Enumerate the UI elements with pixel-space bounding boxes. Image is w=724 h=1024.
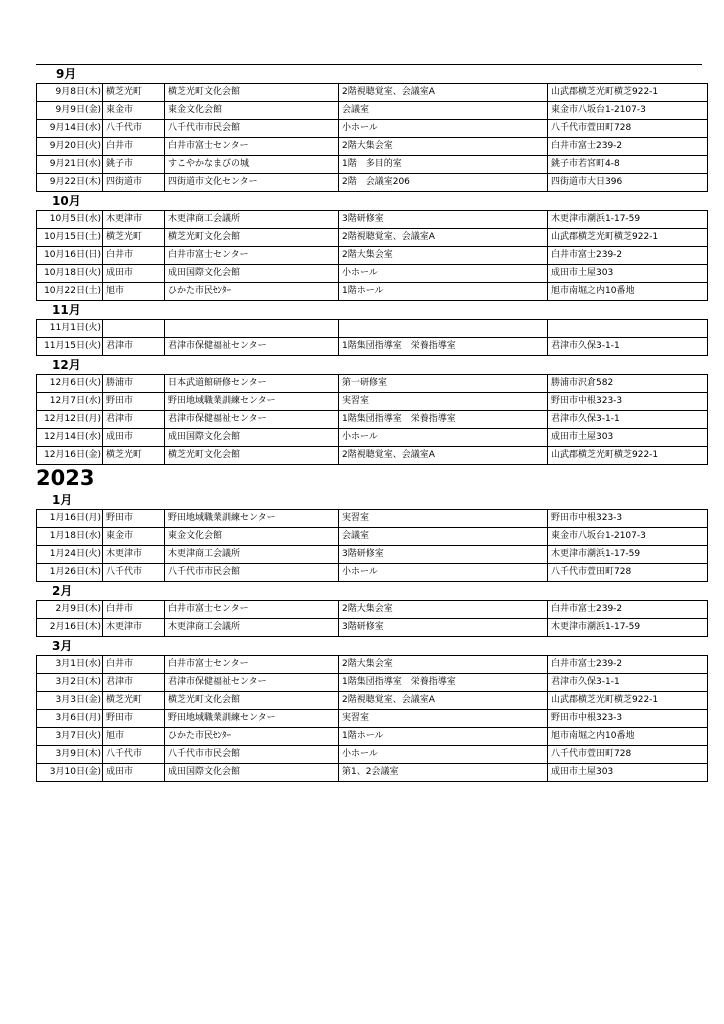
address-cell: 野田市中根323-3 bbox=[548, 710, 708, 728]
city-cell: 八千代市 bbox=[103, 746, 165, 764]
date-cell: 12月7日(水) bbox=[37, 393, 103, 411]
address-cell: 野田市中根323-3 bbox=[548, 510, 708, 528]
city-cell: 横芝光町 bbox=[103, 84, 165, 102]
date-cell: 2月9日(木) bbox=[37, 601, 103, 619]
room-cell: 実習室 bbox=[339, 710, 548, 728]
table-row bbox=[37, 229, 708, 247]
city-cell: 木更津市 bbox=[103, 546, 165, 564]
date-cell: 11月15日(火) bbox=[37, 338, 103, 356]
table-row bbox=[37, 120, 708, 138]
venue-cell: 木更津商工会議所 bbox=[165, 619, 339, 637]
city-cell: 銚子市 bbox=[103, 156, 165, 174]
table-row bbox=[37, 656, 708, 674]
date-cell: 12月6日(火) bbox=[37, 375, 103, 393]
room-cell: 実習室 bbox=[339, 510, 548, 528]
address-cell: 四街道市大日396 bbox=[548, 174, 708, 192]
room-cell: 2階視聴覚室、会議室A bbox=[339, 229, 548, 247]
address-cell: 勝浦市沢倉582 bbox=[548, 375, 708, 393]
address-cell: 成田市土屋303 bbox=[548, 429, 708, 447]
venue-cell: 八千代市市民会館 bbox=[165, 564, 339, 582]
date-cell: 9月21日(水) bbox=[37, 156, 103, 174]
venue-cell: 横芝光町文化会館 bbox=[165, 692, 339, 710]
city-cell: 君津市 bbox=[103, 674, 165, 692]
venue-cell: 野田地域職業訓練センター bbox=[165, 393, 339, 411]
venue-cell: 八千代市市民会館 bbox=[165, 746, 339, 764]
table-row bbox=[37, 710, 708, 728]
city-cell: 成田市 bbox=[103, 429, 165, 447]
address-cell: 君津市久保3-1-1 bbox=[548, 411, 708, 429]
city-cell: 横芝光町 bbox=[103, 692, 165, 710]
venue-cell: 東金文化会館 bbox=[165, 102, 339, 120]
table-row bbox=[37, 510, 708, 528]
date-cell: 10月18日(火) bbox=[37, 265, 103, 283]
address-cell: 八千代市萱田町728 bbox=[548, 120, 708, 138]
table-row bbox=[37, 564, 708, 582]
address-cell: 旭市南堀之内10番地 bbox=[548, 283, 708, 301]
venue-cell: 横芝光町文化会館 bbox=[165, 84, 339, 102]
room-cell: 1階 多目的室 bbox=[339, 156, 548, 174]
room-cell: 1階ホール bbox=[339, 283, 548, 301]
date-cell: 11月1日(火) bbox=[37, 320, 103, 338]
date-cell: 1月16日(月) bbox=[37, 510, 103, 528]
schedule-document bbox=[36, 64, 702, 782]
month-heading-jan: 1月 bbox=[52, 493, 73, 507]
venue-cell: 成田国際文化会館 bbox=[165, 429, 339, 447]
month-heading-oct: 10月 bbox=[52, 194, 81, 208]
schedule-table-mar bbox=[36, 655, 708, 782]
room-cell: 2階大集会室 bbox=[339, 656, 548, 674]
room-cell: 第1、2会議室 bbox=[339, 764, 548, 782]
city-cell: 旭市 bbox=[103, 283, 165, 301]
table-row bbox=[37, 174, 708, 192]
table-row bbox=[37, 375, 708, 393]
schedule-table-dec bbox=[36, 374, 708, 465]
venue-cell: 東金文化会館 bbox=[165, 528, 339, 546]
city-cell: 勝浦市 bbox=[103, 375, 165, 393]
room-cell: 小ホール bbox=[339, 429, 548, 447]
table-row bbox=[37, 283, 708, 301]
month-heading-feb: 2月 bbox=[52, 584, 73, 598]
city-cell: 野田市 bbox=[103, 710, 165, 728]
date-cell: 12月12日(月) bbox=[37, 411, 103, 429]
table-row bbox=[37, 138, 708, 156]
address-cell: 東金市八坂台1-2107-3 bbox=[548, 528, 708, 546]
venue-cell: すこやかなまびの城 bbox=[165, 156, 339, 174]
month-heading-sep: 9月 bbox=[56, 67, 77, 81]
date-cell: 3月2日(木) bbox=[37, 674, 103, 692]
venue-cell: 君津市保健福祉センター bbox=[165, 411, 339, 429]
table-row bbox=[37, 728, 708, 746]
city-cell bbox=[103, 320, 165, 338]
address-cell: 木更津市潮浜1-17-59 bbox=[548, 619, 708, 637]
address-cell: 旭市南堀之内10番地 bbox=[548, 728, 708, 746]
venue-cell: 白井市富士センター bbox=[165, 247, 339, 265]
venue-cell: 横芝光町文化会館 bbox=[165, 229, 339, 247]
venue-cell: 横芝光町文化会館 bbox=[165, 447, 339, 465]
city-cell: 四街道市 bbox=[103, 174, 165, 192]
date-cell: 10月5日(水) bbox=[37, 211, 103, 229]
table-row bbox=[37, 674, 708, 692]
address-cell: 山武郡横芝光町横芝922-1 bbox=[548, 447, 708, 465]
city-cell: 成田市 bbox=[103, 265, 165, 283]
city-cell: 白井市 bbox=[103, 247, 165, 265]
date-cell: 3月10日(金) bbox=[37, 764, 103, 782]
room-cell: 1階ホール bbox=[339, 728, 548, 746]
date-cell: 3月9日(木) bbox=[37, 746, 103, 764]
address-cell: 成田市土屋303 bbox=[548, 764, 708, 782]
year-heading: 2023 bbox=[36, 466, 95, 490]
date-cell: 1月18日(水) bbox=[37, 528, 103, 546]
date-cell: 10月15日(土) bbox=[37, 229, 103, 247]
venue-cell bbox=[165, 320, 339, 338]
room-cell: 実習室 bbox=[339, 393, 548, 411]
address-cell: 君津市久保3-1-1 bbox=[548, 338, 708, 356]
room-cell: 2階大集会室 bbox=[339, 247, 548, 265]
venue-cell: 野田地域職業訓練センター bbox=[165, 510, 339, 528]
address-cell: 成田市土屋303 bbox=[548, 265, 708, 283]
venue-cell: 白井市富士センター bbox=[165, 601, 339, 619]
address-cell: 君津市久保3-1-1 bbox=[548, 674, 708, 692]
venue-cell: 八千代市市民会館 bbox=[165, 120, 339, 138]
date-cell: 3月7日(火) bbox=[37, 728, 103, 746]
date-cell: 1月24日(火) bbox=[37, 546, 103, 564]
city-cell: 白井市 bbox=[103, 656, 165, 674]
table-row bbox=[37, 156, 708, 174]
city-cell: 八千代市 bbox=[103, 120, 165, 138]
room-cell: 3階研修室 bbox=[339, 546, 548, 564]
date-cell: 3月3日(金) bbox=[37, 692, 103, 710]
schedule-table-nov bbox=[36, 319, 708, 356]
table-row bbox=[37, 746, 708, 764]
room-cell: 会議室 bbox=[339, 528, 548, 546]
room-cell: 小ホール bbox=[339, 120, 548, 138]
address-cell: 八千代市萱田町728 bbox=[548, 746, 708, 764]
table-row bbox=[37, 84, 708, 102]
table-row bbox=[37, 447, 708, 465]
room-cell: 1階集団指導室 栄養指導室 bbox=[339, 411, 548, 429]
city-cell: 東金市 bbox=[103, 102, 165, 120]
venue-cell: 白井市富士センター bbox=[165, 656, 339, 674]
room-cell: 1階集団指導室 栄養指導室 bbox=[339, 674, 548, 692]
table-row bbox=[37, 102, 708, 120]
address-cell: 山武郡横芝光町横芝922-1 bbox=[548, 692, 708, 710]
address-cell: 木更津市潮浜1-17-59 bbox=[548, 211, 708, 229]
venue-cell: 四街道市文化センター bbox=[165, 174, 339, 192]
room-cell: 第一研修室 bbox=[339, 375, 548, 393]
city-cell: 野田市 bbox=[103, 393, 165, 411]
address-cell: 木更津市潮浜1-17-59 bbox=[548, 546, 708, 564]
room-cell: 小ホール bbox=[339, 564, 548, 582]
venue-cell: 君津市保健福祉センター bbox=[165, 674, 339, 692]
room-cell bbox=[339, 320, 548, 338]
venue-cell: 野田地域職業訓練センター bbox=[165, 710, 339, 728]
table-row bbox=[37, 411, 708, 429]
city-cell: 東金市 bbox=[103, 528, 165, 546]
table-row bbox=[37, 265, 708, 283]
month-heading-mar: 3月 bbox=[52, 639, 73, 653]
address-cell: 白井市富士239-2 bbox=[548, 247, 708, 265]
schedule-table-sep bbox=[36, 83, 708, 192]
city-cell: 八千代市 bbox=[103, 564, 165, 582]
address-cell: 野田市中根323-3 bbox=[548, 393, 708, 411]
room-cell: 2階大集会室 bbox=[339, 601, 548, 619]
table-row bbox=[37, 692, 708, 710]
room-cell: 1階集団指導室 栄養指導室 bbox=[339, 338, 548, 356]
city-cell: 木更津市 bbox=[103, 619, 165, 637]
room-cell: 2階視聴覚室、会議室A bbox=[339, 692, 548, 710]
table-row bbox=[37, 528, 708, 546]
venue-cell: 日本武道館研修センター bbox=[165, 375, 339, 393]
address-cell: 白井市富士239-2 bbox=[548, 601, 708, 619]
month-heading-nov: 11月 bbox=[52, 303, 81, 317]
city-cell: 君津市 bbox=[103, 338, 165, 356]
table-row bbox=[37, 338, 708, 356]
room-cell: 2階視聴覚室、会議室A bbox=[339, 447, 548, 465]
venue-cell: 成田国際文化会館 bbox=[165, 265, 339, 283]
date-cell: 2月16日(木) bbox=[37, 619, 103, 637]
date-cell: 3月6日(月) bbox=[37, 710, 103, 728]
schedule-table-feb bbox=[36, 600, 708, 637]
date-cell: 10月22日(土) bbox=[37, 283, 103, 301]
schedule-table-oct bbox=[36, 210, 708, 301]
date-cell: 9月8日(木) bbox=[37, 84, 103, 102]
room-cell: 3階研修室 bbox=[339, 619, 548, 637]
venue-cell: ひかた市民ｾﾝﾀｰ bbox=[165, 728, 339, 746]
city-cell: 横芝光町 bbox=[103, 229, 165, 247]
date-cell: 9月14日(水) bbox=[37, 120, 103, 138]
date-cell: 1月26日(木) bbox=[37, 564, 103, 582]
table-row bbox=[37, 211, 708, 229]
city-cell: 白井市 bbox=[103, 601, 165, 619]
room-cell: 2階大集会室 bbox=[339, 138, 548, 156]
date-cell: 9月22日(木) bbox=[37, 174, 103, 192]
room-cell: 小ホール bbox=[339, 265, 548, 283]
table-row bbox=[37, 546, 708, 564]
address-cell: 銚子市若宮町4-8 bbox=[548, 156, 708, 174]
city-cell: 白井市 bbox=[103, 138, 165, 156]
room-cell: 会議室 bbox=[339, 102, 548, 120]
city-cell: 成田市 bbox=[103, 764, 165, 782]
address-cell: 山武郡横芝光町横芝922-1 bbox=[548, 84, 708, 102]
address-cell: 東金市八坂台1-2107-3 bbox=[548, 102, 708, 120]
table-row bbox=[37, 247, 708, 265]
date-cell: 9月20日(火) bbox=[37, 138, 103, 156]
date-cell: 12月14日(水) bbox=[37, 429, 103, 447]
city-cell: 君津市 bbox=[103, 411, 165, 429]
venue-cell: 白井市富士センター bbox=[165, 138, 339, 156]
address-cell: 八千代市萱田町728 bbox=[548, 564, 708, 582]
date-cell: 9月9日(金) bbox=[37, 102, 103, 120]
table-row bbox=[37, 393, 708, 411]
room-cell: 3階研修室 bbox=[339, 211, 548, 229]
room-cell: 小ホール bbox=[339, 746, 548, 764]
room-cell: 2階 会議室206 bbox=[339, 174, 548, 192]
table-row bbox=[37, 764, 708, 782]
city-cell: 旭市 bbox=[103, 728, 165, 746]
table-row bbox=[37, 429, 708, 447]
address-cell: 白井市富士239-2 bbox=[548, 656, 708, 674]
room-cell: 2階視聴覚室、会議室A bbox=[339, 84, 548, 102]
venue-cell: 木更津商工会議所 bbox=[165, 211, 339, 229]
date-cell: 10月16日(日) bbox=[37, 247, 103, 265]
month-heading-dec: 12月 bbox=[52, 358, 81, 372]
city-cell: 木更津市 bbox=[103, 211, 165, 229]
venue-cell: 成田国際文化会館 bbox=[165, 764, 339, 782]
address-cell: 山武郡横芝光町横芝922-1 bbox=[548, 229, 708, 247]
date-cell: 12月16日(金) bbox=[37, 447, 103, 465]
table-row bbox=[37, 320, 708, 338]
table-row bbox=[37, 601, 708, 619]
address-cell: 白井市富士239-2 bbox=[548, 138, 708, 156]
schedule-table-jan bbox=[36, 509, 708, 582]
date-cell: 3月1日(水) bbox=[37, 656, 103, 674]
table-row bbox=[37, 619, 708, 637]
address-cell bbox=[548, 320, 708, 338]
venue-cell: ひかた市民ｾﾝﾀｰ bbox=[165, 283, 339, 301]
venue-cell: 木更津商工会議所 bbox=[165, 546, 339, 564]
venue-cell: 君津市保健福祉センター bbox=[165, 338, 339, 356]
city-cell: 横芝光町 bbox=[103, 447, 165, 465]
city-cell: 野田市 bbox=[103, 510, 165, 528]
